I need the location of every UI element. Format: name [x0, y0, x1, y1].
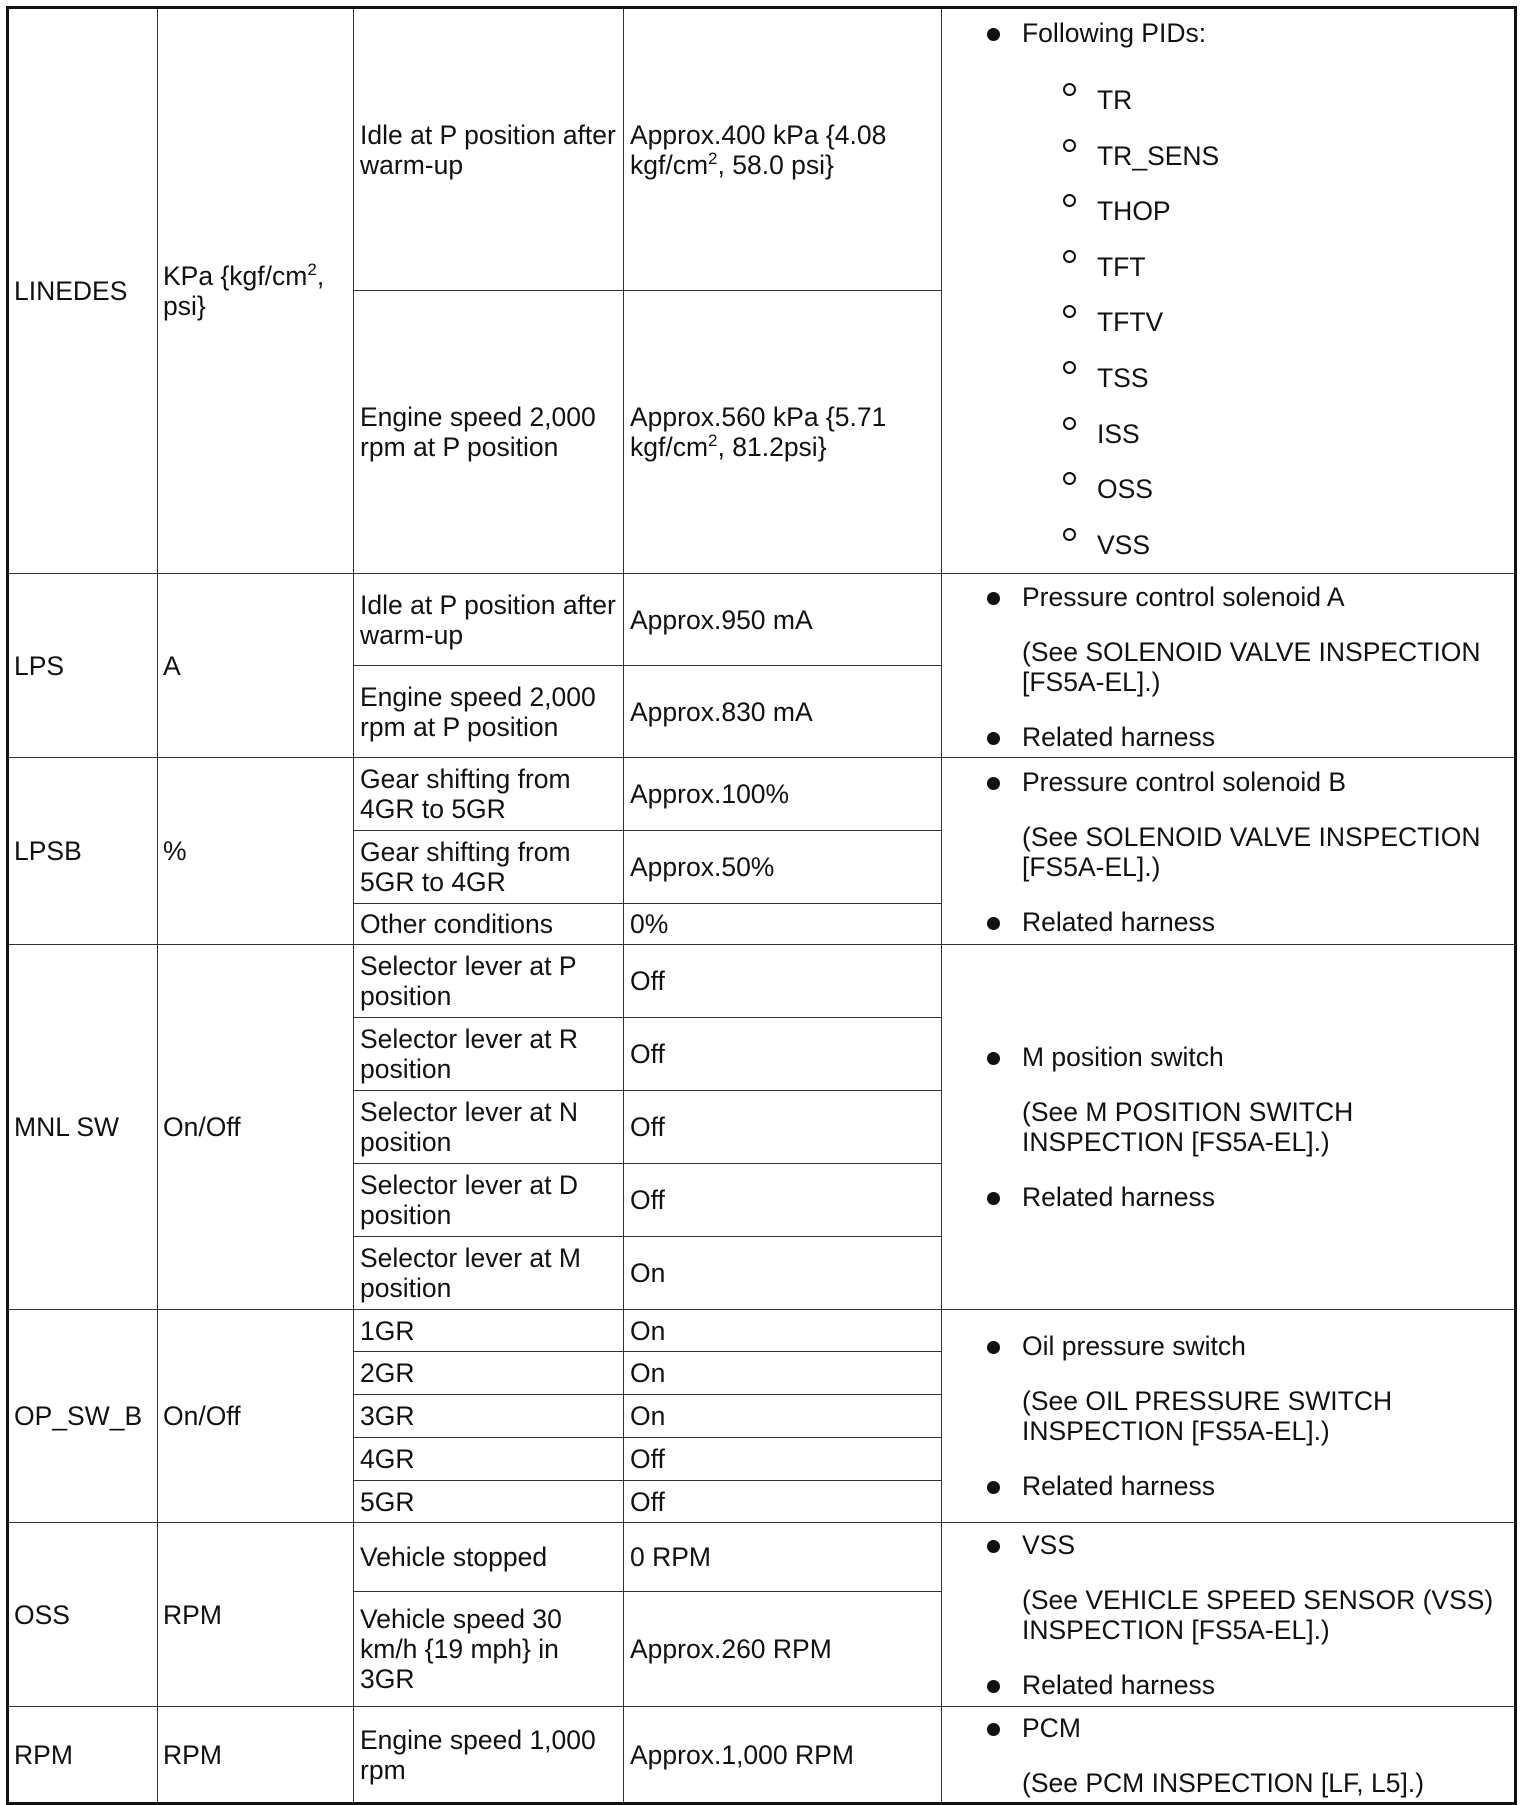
description-list: [942, 9, 1514, 573]
list-item: (See VEHICLE SPEED SENSOR (VSS) INSPECTION [FS5A-EL].): [1022, 1585, 1494, 1646]
list-item: Related harness: [942, 907, 1514, 937]
pid-monitor-table: [6, 6, 1517, 1805]
condition-cell: 5GR: [354, 1481, 624, 1523]
list-item: TFT: [942, 240, 1514, 296]
list-item: TFTV: [942, 295, 1514, 351]
value-cell: Off: [624, 1438, 942, 1481]
list-item: Related harness: [942, 1471, 1514, 1501]
description-cell: [942, 1310, 1516, 1523]
condition-cell: Idle at P position after warm-up: [354, 574, 624, 666]
pid-unit: RPM: [158, 1707, 354, 1804]
table-row: [8, 8, 1516, 291]
table-row: [8, 1310, 1516, 1352]
list-item: TR_SENS: [942, 129, 1514, 185]
pid-unit: RPM: [158, 1523, 354, 1707]
value-cell: Off: [624, 1164, 942, 1237]
description-list: [942, 758, 1514, 937]
list-item: OSS: [942, 462, 1514, 518]
condition-cell: Gear shifting from 4GR to 5GR: [354, 758, 624, 831]
condition-cell: Selector lever at R position: [354, 1018, 624, 1091]
condition-cell: Selector lever at N position: [354, 1091, 624, 1164]
condition-cell: 3GR: [354, 1395, 624, 1438]
value-text: Approx.560 kPa {5.71: [630, 402, 887, 433]
value-cell: On: [624, 1310, 942, 1352]
list-item: M position switch: [942, 1042, 1514, 1072]
list-item: (See OIL PRESSURE SWITCH INSPECTION [FS5A-EL].): [1022, 1386, 1393, 1447]
condition-cell: 1GR: [354, 1310, 624, 1352]
pid-name: LINEDES: [8, 8, 158, 574]
unit-superscript: 2: [307, 260, 317, 280]
value-cell: Approx.50%: [624, 831, 942, 904]
value-cell: Approx.1,000 RPM: [624, 1707, 942, 1804]
unit-text: KPa {kgf/cm: [163, 261, 308, 292]
value-cell: 0 RPM: [624, 1523, 942, 1592]
list-item: VSS: [942, 1530, 1514, 1560]
description-cell: [942, 1707, 1516, 1804]
list-item: THOP: [942, 184, 1514, 240]
value-cell: Off: [624, 1481, 942, 1523]
description-list: [942, 574, 1514, 752]
pid-name: OSS: [8, 1523, 158, 1707]
list-item: (See SOLENOID VALVE INSPECTION [FS5A-EL].): [1022, 637, 1481, 698]
description-cell: [942, 8, 1516, 574]
pid-name: OP_SW_B: [8, 1310, 158, 1523]
list-item: Pressure control solenoid A: [942, 582, 1514, 612]
pid-unit: A: [158, 574, 354, 758]
table-row: [8, 945, 1516, 1018]
value-superscript: 2: [708, 148, 718, 168]
pid-unit: %: [158, 758, 354, 945]
condition-cell: 2GR: [354, 1352, 624, 1395]
condition-cell: Gear shifting from 5GR to 4GR: [354, 831, 624, 904]
pid-name: MNL SW: [8, 945, 158, 1310]
description-list: [942, 1042, 1514, 1212]
value-superscript: 2: [708, 431, 718, 451]
list-item: ISS: [942, 407, 1514, 463]
description-list: [942, 1707, 1514, 1798]
condition-cell: Selector lever at P position: [354, 945, 624, 1018]
value-cell: [624, 291, 942, 574]
condition-cell: Vehicle stopped: [354, 1523, 624, 1592]
condition-cell: Engine speed 2,000 rpm at P position: [354, 291, 624, 574]
condition-cell: Selector lever at M position: [354, 1237, 624, 1310]
list-item: Related harness: [942, 722, 1514, 752]
value-cell: Approx.260 RPM: [624, 1592, 942, 1707]
pid-unit: [158, 8, 354, 574]
list-item: (See PCM INSPECTION [LF, L5].): [1022, 1768, 1425, 1799]
condition-cell: 4GR: [354, 1438, 624, 1481]
list-item: Oil pressure switch: [942, 1331, 1514, 1361]
condition-cell: Engine speed 1,000 rpm: [354, 1707, 624, 1804]
condition-cell: Engine speed 2,000 rpm at P position: [354, 666, 624, 758]
value-cell: Off: [624, 945, 942, 1018]
value-cell: 0%: [624, 904, 942, 945]
value-text-line2: kgf/cm: [630, 149, 709, 180]
value-cell: Off: [624, 1018, 942, 1091]
pid-name: RPM: [8, 1707, 158, 1804]
pid-unit: On/Off: [158, 1310, 354, 1523]
list-item: (See SOLENOID VALVE INSPECTION [FS5A-EL].): [1022, 822, 1481, 883]
value-text-line2: kgf/cm: [630, 432, 709, 463]
pid-name: LPS: [8, 574, 158, 758]
table-row: [8, 1523, 1516, 1592]
description-list: [942, 1523, 1514, 1700]
unit-text-line2: psi}: [163, 291, 206, 322]
table-row: [8, 758, 1516, 831]
description-cell: [942, 1523, 1516, 1707]
value-cell: [624, 8, 942, 291]
list-item: TR: [942, 73, 1514, 129]
unit-text-tail: ,: [316, 261, 325, 292]
list-item: Pressure control solenoid B: [942, 767, 1514, 797]
description-cell: [942, 758, 1516, 945]
value-cell: Approx.950 mA: [624, 574, 942, 666]
value-text-tail: , 58.0 psi}: [717, 149, 834, 180]
list-item: Related harness: [942, 1182, 1514, 1212]
list-item: PCM: [942, 1713, 1514, 1743]
list-item: Related harness: [942, 1670, 1514, 1700]
condition-cell: Idle at P position after warm-up: [354, 8, 624, 291]
description-cell: [942, 574, 1516, 758]
description-cell: [942, 945, 1516, 1310]
list-item: (See M POSITION SWITCH INSPECTION [FS5A-EL].): [1022, 1097, 1354, 1158]
list-item: Following PIDs:: [942, 18, 1514, 48]
list-item: TSS: [942, 351, 1514, 407]
pid-unit: On/Off: [158, 945, 354, 1310]
value-text-tail: , 81.2psi}: [717, 432, 827, 463]
condition-cell: Vehicle speed 30 km/h {19 mph} in 3GR: [354, 1592, 624, 1707]
value-text: Approx.400 kPa {4.08: [630, 119, 887, 150]
pid-name: LPSB: [8, 758, 158, 945]
description-list: [942, 1331, 1514, 1501]
value-cell: On: [624, 1352, 942, 1395]
value-cell: Approx.100%: [624, 758, 942, 831]
value-cell: On: [624, 1237, 942, 1310]
table-row: [8, 1707, 1516, 1804]
value-cell: Off: [624, 1091, 942, 1164]
list-item: VSS: [942, 518, 1514, 574]
value-cell: Approx.830 mA: [624, 666, 942, 758]
condition-cell: Selector lever at D position: [354, 1164, 624, 1237]
condition-cell: Other conditions: [354, 904, 624, 945]
table-row: [8, 574, 1516, 666]
value-cell: On: [624, 1395, 942, 1438]
